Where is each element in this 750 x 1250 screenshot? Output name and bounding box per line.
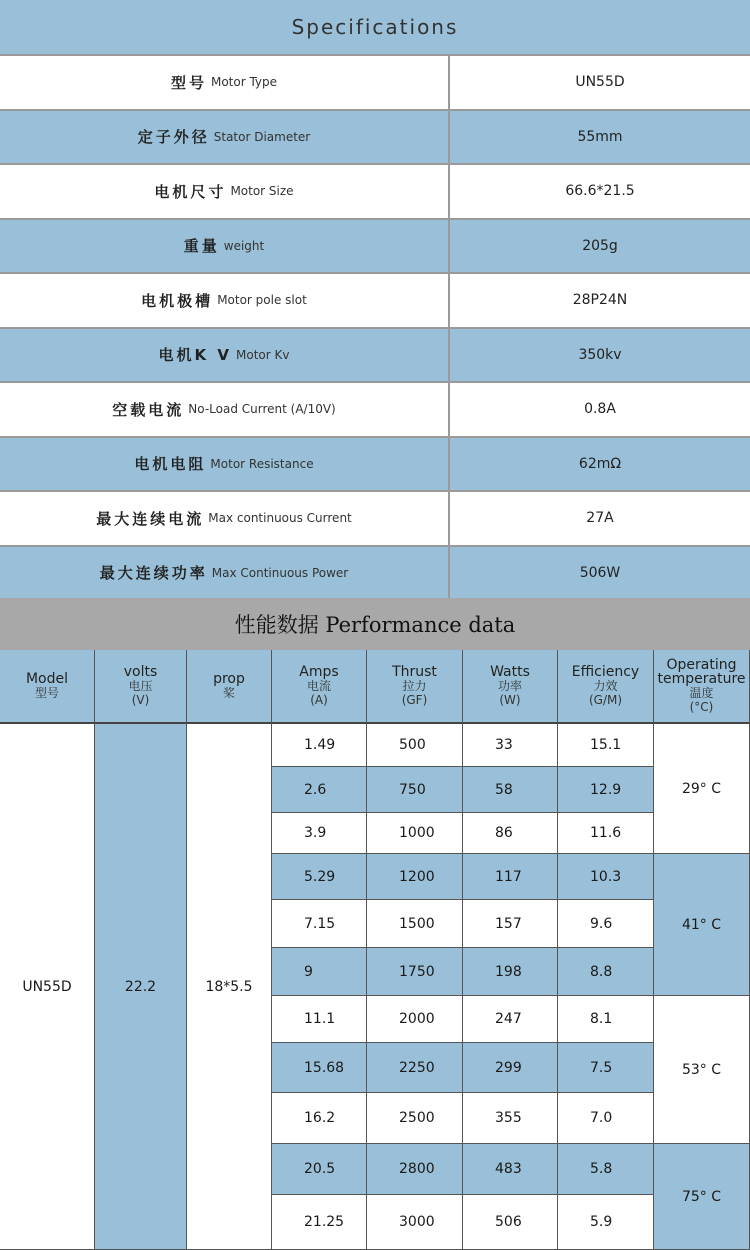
spec-label-cn: 定子外径 (137, 128, 210, 147)
spec-value: 55mm (577, 128, 623, 145)
temperature-cell: 41° C (654, 854, 750, 996)
spec-label-cn: 电机电阻 (134, 455, 207, 474)
table-cell-watts: 483 (463, 1144, 558, 1195)
table-cell-thrust: 500 (367, 724, 463, 767)
column-header-line: Efficiency (571, 664, 640, 680)
prop-cell: 18*5.5 (187, 724, 272, 1250)
performance-title: 性能数据 Performance data (0, 598, 750, 650)
column-header-prop (187, 650, 272, 724)
table-cell-amps: 1.49 (272, 724, 367, 767)
spec-row-motor-size (0, 163, 750, 218)
volts-cell: 22.2 (95, 724, 187, 1250)
spec-label-en: weight (223, 238, 265, 253)
column-header-line: Thrust (392, 664, 437, 680)
column-header-line: 拉力 (402, 679, 427, 693)
column-header-model (0, 650, 95, 724)
table-cell-watts: 506 (463, 1195, 558, 1250)
table-cell-thrust: 2000 (367, 996, 463, 1043)
table-cell-watts: 86 (463, 813, 558, 854)
table-cell-amps: 5.29 (272, 854, 367, 900)
table-cell-amps: 11.1 (272, 996, 367, 1043)
column-header-line: Amps (299, 664, 339, 680)
column-header-line: (W) (499, 693, 521, 707)
column-header-thrust (367, 650, 463, 724)
table-cell-amps: 7.15 (272, 900, 367, 948)
column-header-line: (V) (131, 693, 150, 707)
specifications-table (0, 54, 750, 599)
spec-label-en: Max Continuous Power (211, 565, 349, 580)
column-header-watts (463, 650, 558, 724)
spec-label-en: No-Load Current (A/10V) (188, 402, 336, 417)
spec-label-en: Motor Resistance (210, 456, 314, 471)
spec-value: UN55D (575, 74, 625, 91)
table-cell-amps: 16.2 (272, 1093, 367, 1144)
spec-label-cn: 电机尺寸 (154, 182, 227, 201)
table-cell-thrust: 750 (367, 767, 463, 813)
table-cell-thrust: 1500 (367, 900, 463, 948)
spec-row-motor-resistance (0, 436, 750, 491)
spec-label-en: Max continuous Current (208, 511, 352, 526)
column-header-line: 功率 (497, 679, 522, 693)
spec-row-pole-slot (0, 272, 750, 327)
spec-label-en: Stator Diameter (213, 129, 311, 144)
column-header-efficiency (558, 650, 654, 724)
table-cell-efficiency: 5.8 (558, 1144, 654, 1195)
specifications-title: Specifications (0, 0, 750, 54)
column-header-line: 电流 (306, 679, 331, 693)
table-cell-watts: 247 (463, 996, 558, 1043)
performance-table (0, 650, 750, 1250)
table-cell-amps: 9 (272, 948, 367, 996)
spec-label-en: Motor Kv (236, 347, 290, 362)
table-cell-efficiency: 11.6 (558, 813, 654, 854)
spec-label-en: Motor Type (210, 75, 278, 90)
table-cell-thrust: 1750 (367, 948, 463, 996)
spec-label-cn: 电机极槽 (141, 291, 214, 310)
column-header-amps (272, 650, 367, 724)
column-header-line: (A) (310, 693, 328, 707)
table-cell-amps: 20.5 (272, 1144, 367, 1195)
spec-label-cn: 型号 (170, 73, 207, 92)
table-cell-thrust: 2800 (367, 1144, 463, 1195)
column-header-line: (GF) (401, 693, 428, 707)
table-cell-amps: 3.9 (272, 813, 367, 854)
table-cell-watts: 198 (463, 948, 558, 996)
table-cell-thrust: 1000 (367, 813, 463, 854)
spec-value: 205g (582, 237, 618, 254)
spec-row-no-load-current (0, 381, 750, 436)
table-cell-watts: 157 (463, 900, 558, 948)
table-cell-efficiency: 9.6 (558, 900, 654, 948)
spec-label-cn: 最大连续电流 (96, 509, 205, 528)
column-header-line: 型号 (34, 686, 59, 700)
table-cell-thrust: 2500 (367, 1093, 463, 1144)
spec-label-en: Motor Size (230, 184, 294, 199)
column-header-line: volts (123, 664, 158, 680)
table-cell-efficiency: 7.0 (558, 1093, 654, 1144)
spec-row-max-current (0, 490, 750, 545)
column-header-temperature (654, 650, 750, 724)
table-cell-efficiency: 8.8 (558, 948, 654, 996)
table-cell-watts: 355 (463, 1093, 558, 1144)
spec-row-stator-diameter (0, 109, 750, 164)
table-cell-amps: 15.68 (272, 1043, 367, 1093)
temperature-cell: 29° C (654, 724, 750, 854)
spec-value: 0.8A (584, 401, 616, 418)
column-header-line: 桨 (222, 686, 235, 700)
column-header-line: (°C) (689, 700, 714, 714)
table-cell-efficiency: 12.9 (558, 767, 654, 813)
column-header-line: 电压 (128, 679, 153, 693)
column-header-line: Operating temperature (657, 657, 746, 687)
spec-value: 66.6*21.5 (565, 183, 635, 200)
table-cell-watts: 299 (463, 1043, 558, 1093)
spec-value: 350kv (578, 346, 622, 363)
table-cell-watts: 58 (463, 767, 558, 813)
table-cell-thrust: 3000 (367, 1195, 463, 1250)
temperature-cell: 53° C (654, 996, 750, 1144)
spec-label-cn: 电机K V (158, 346, 232, 365)
table-cell-amps: 2.6 (272, 767, 367, 813)
spec-label-cn: 最大连续功率 (99, 564, 208, 583)
table-cell-watts: 117 (463, 854, 558, 900)
column-header-volts (95, 650, 187, 724)
spec-value: 506W (579, 564, 621, 581)
column-header-line: Watts (490, 664, 530, 680)
table-cell-thrust: 2250 (367, 1043, 463, 1093)
spec-label-en: Motor pole slot (217, 293, 307, 308)
column-header-line: (G/M) (588, 693, 623, 707)
spec-value: 27A (586, 510, 614, 527)
column-header-line: Model (25, 671, 69, 687)
temperature-cell: 75° C (654, 1144, 750, 1250)
table-cell-efficiency: 8.1 (558, 996, 654, 1043)
table-cell-thrust: 1200 (367, 854, 463, 900)
table-cell-efficiency: 15.1 (558, 724, 654, 767)
model-cell: UN55D (0, 724, 95, 1250)
table-cell-efficiency: 5.9 (558, 1195, 654, 1250)
spec-row-motor-kv (0, 327, 750, 382)
spec-value: 28P24N (572, 292, 628, 309)
table-cell-efficiency: 10.3 (558, 854, 654, 900)
column-header-line: prop (213, 671, 245, 687)
spec-row-max-power (0, 545, 750, 600)
spec-row-motor-type (0, 54, 750, 109)
spec-label-cn: 空载电流 (112, 400, 185, 419)
spec-value: 62mΩ (578, 455, 622, 472)
table-cell-efficiency: 7.5 (558, 1043, 654, 1093)
spec-row-weight (0, 218, 750, 273)
column-header-line: 温度 (689, 686, 714, 700)
table-cell-watts: 33 (463, 724, 558, 767)
column-header-line: 力效 (593, 679, 618, 693)
table-cell-amps: 21.25 (272, 1195, 367, 1250)
spec-label-cn: 重量 (183, 237, 220, 256)
